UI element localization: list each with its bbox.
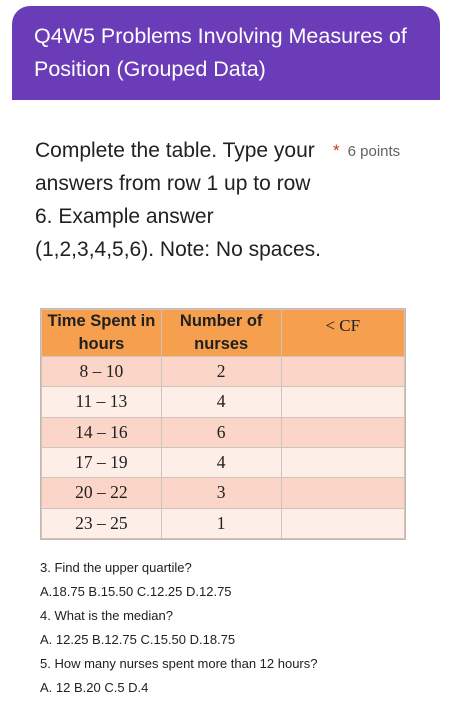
header-number-of-nurses: Number of nurses bbox=[161, 310, 281, 357]
required-asterisk: * bbox=[333, 141, 340, 160]
form-title: Q4W5 Problems Involving Measures of Position (Grouped Data) bbox=[34, 24, 407, 81]
nurses-cell: 3 bbox=[161, 478, 281, 508]
form-section-header bbox=[12, 6, 440, 100]
interval-cell: 23 – 25 bbox=[42, 508, 162, 538]
cf-cell bbox=[281, 478, 404, 508]
interval-cell: 17 – 19 bbox=[42, 447, 162, 477]
nurses-cell: 1 bbox=[161, 508, 281, 538]
mc-choices-3: A.18.75 B.15.50 C.12.25 D.12.75 bbox=[40, 584, 232, 599]
table-row bbox=[42, 357, 405, 387]
nurses-cell: 2 bbox=[161, 357, 281, 387]
question-image bbox=[40, 308, 406, 540]
points-label: 6 points bbox=[347, 143, 401, 160]
mc-choices-4: A. 12.25 B.12.75 C.15.50 D.18.75 bbox=[40, 632, 236, 647]
nurses-cell: 4 bbox=[161, 447, 281, 477]
table-row bbox=[42, 447, 405, 477]
cf-cell bbox=[281, 508, 404, 538]
cf-cell bbox=[281, 387, 404, 417]
nurses-cell: 6 bbox=[161, 417, 281, 447]
mc-question-5: 5. How many nurses spent more than 12 hours? bbox=[40, 656, 318, 671]
mc-choices-5: A. 12 B.20 C.5 D.4 bbox=[40, 680, 149, 695]
question-prompt: Complete the table. Type your answers from row 1 up to row 6. Example answer (1,2,3,4,5,6). Note: No spaces. bbox=[35, 139, 321, 261]
table-row bbox=[42, 478, 405, 508]
header-cumulative-frequency: < CF bbox=[281, 310, 404, 357]
multiple-choice-list bbox=[40, 556, 420, 700]
cf-cell bbox=[281, 417, 404, 447]
cf-cell bbox=[281, 447, 404, 477]
table-row bbox=[42, 417, 405, 447]
mc-question-4: 4. What is the median? bbox=[40, 608, 173, 623]
question-points bbox=[333, 141, 400, 161]
interval-cell: 14 – 16 bbox=[42, 417, 162, 447]
table-header-row bbox=[42, 310, 405, 357]
nurses-cell: 4 bbox=[161, 387, 281, 417]
table-row bbox=[42, 387, 405, 417]
mc-question-3: 3. Find the upper quartile? bbox=[40, 560, 192, 575]
interval-cell: 8 – 10 bbox=[42, 357, 162, 387]
interval-cell: 20 – 22 bbox=[42, 478, 162, 508]
cf-cell bbox=[281, 357, 404, 387]
table-row bbox=[42, 508, 405, 538]
frequency-table bbox=[41, 309, 405, 539]
interval-cell: 11 – 13 bbox=[42, 387, 162, 417]
header-time-spent: Time Spent in hours bbox=[42, 310, 162, 357]
